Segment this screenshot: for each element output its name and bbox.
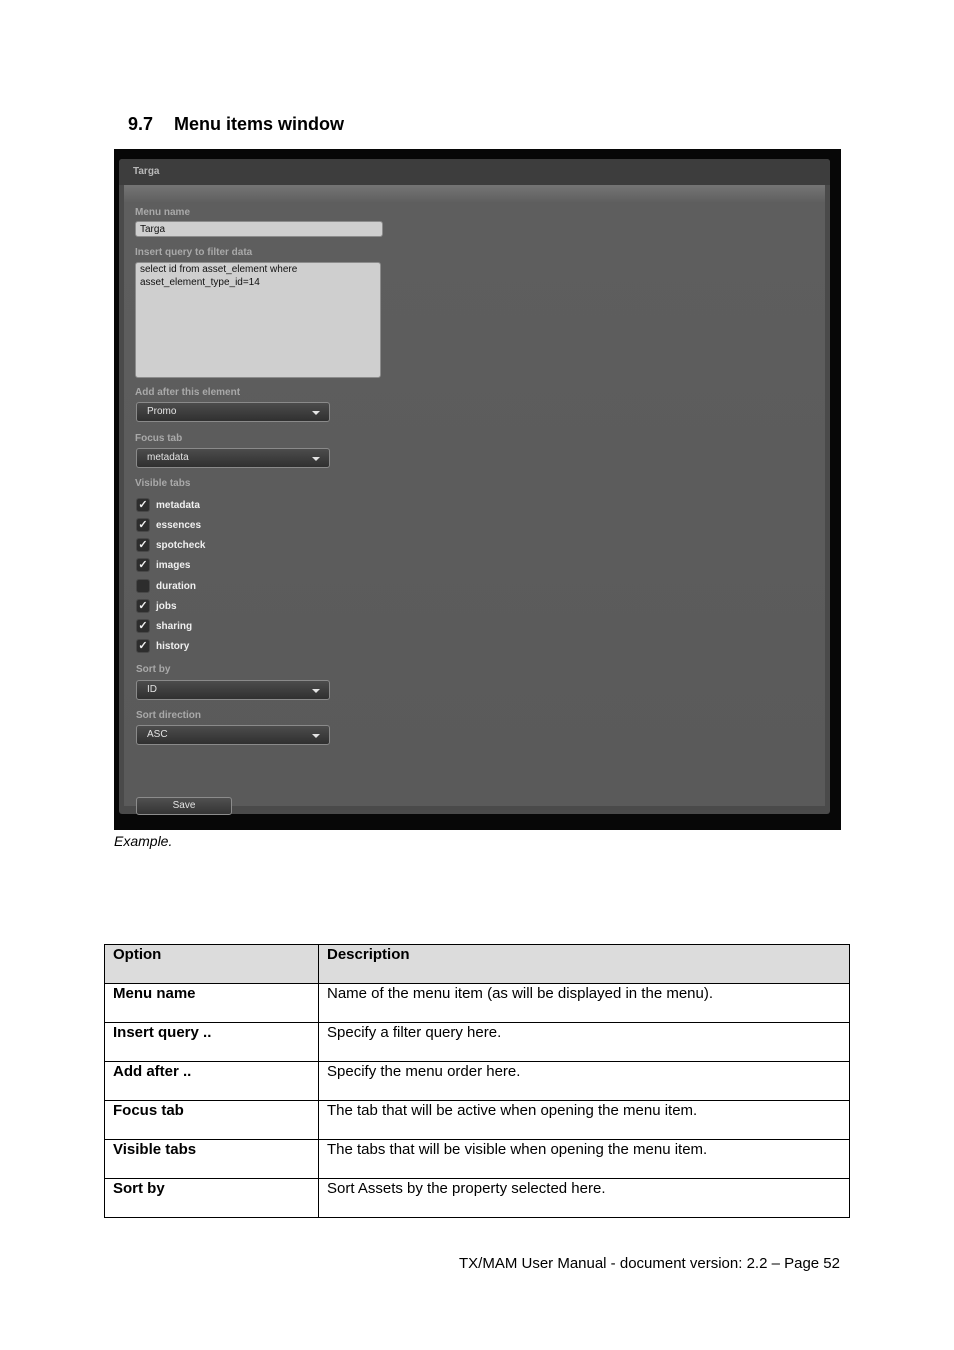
- table-row: [105, 1101, 850, 1140]
- table-row: [105, 1140, 850, 1179]
- checkbox-checked-icon[interactable]: ✓: [136, 619, 150, 633]
- menu-item-window: [119, 159, 830, 814]
- query-label: Insert query to filter data: [135, 247, 253, 258]
- description-cell: Sort Assets by the property selected here.: [319, 1179, 850, 1218]
- sort-direction-dropdown[interactable]: [136, 725, 330, 745]
- sort-direction-label: Sort direction: [136, 710, 202, 721]
- add-after-label: Add after this element: [135, 387, 241, 398]
- visible-tab-label: jobs: [156, 601, 177, 612]
- chevron-down-icon: [312, 457, 320, 461]
- window-titlebar: [119, 159, 830, 185]
- visible-tab-label: duration: [156, 581, 196, 592]
- focus-tab-label: Focus tab: [135, 433, 183, 444]
- options-table: [104, 944, 850, 1218]
- form-panel: [124, 185, 825, 811]
- save-button[interactable]: Save: [136, 797, 232, 815]
- query-textarea[interactable]: select id from asset_element where asset_element_type_id=14: [135, 262, 381, 378]
- focus-tab-dropdown[interactable]: [136, 448, 330, 468]
- option-cell: Focus tab: [105, 1101, 319, 1140]
- checkbox-checked-icon[interactable]: ✓: [136, 639, 150, 653]
- table-header-row: [105, 945, 850, 984]
- focus-tab-value: metadata: [147, 452, 189, 463]
- description-cell: Name of the menu item (as will be displayed in the menu).: [319, 984, 850, 1023]
- option-cell: Menu name: [105, 984, 319, 1023]
- description-cell: Specify the menu order here.: [319, 1062, 850, 1101]
- column-header-description: Description: [319, 945, 850, 984]
- sort-by-value: ID: [147, 684, 157, 695]
- description-cell: The tab that will be active when opening the menu item.: [319, 1101, 850, 1140]
- visible-tab-label: metadata: [156, 500, 200, 511]
- option-cell: Visible tabs: [105, 1140, 319, 1179]
- menu-name-label: Menu name: [135, 207, 191, 218]
- checkbox-checked-icon[interactable]: ✓: [136, 518, 150, 532]
- add-after-value: Promo: [147, 406, 177, 417]
- checkbox-checked-icon[interactable]: ✓: [136, 498, 150, 512]
- description-cell: Specify a filter query here.: [319, 1023, 850, 1062]
- visible-tab-label: history: [156, 641, 190, 652]
- chevron-down-icon: [312, 734, 320, 738]
- visible-tab-label: sharing: [156, 621, 193, 632]
- page-footer: TX/MAM User Manual - document version: 2.2 – Page 52: [458, 1255, 840, 1272]
- table-row: [105, 1062, 850, 1101]
- visible-tab-label: images: [156, 560, 191, 571]
- option-cell: Insert query ..: [105, 1023, 319, 1062]
- column-header-option: Option: [105, 945, 319, 984]
- checkbox-unchecked-icon[interactable]: [136, 579, 150, 593]
- section-heading: [128, 114, 344, 135]
- menu-name-input[interactable]: Targa: [135, 221, 383, 237]
- option-cell: Add after ..: [105, 1062, 319, 1101]
- checkbox-checked-icon[interactable]: ✓: [136, 538, 150, 552]
- section-title: Menu items window: [174, 114, 345, 134]
- table-row: [105, 1179, 850, 1218]
- visible-tab-label: spotcheck: [156, 540, 206, 551]
- figure-caption: Example.: [114, 833, 173, 849]
- chevron-down-icon: [312, 411, 320, 415]
- checkbox-checked-icon[interactable]: ✓: [136, 599, 150, 613]
- sort-by-dropdown[interactable]: [136, 680, 330, 700]
- visible-tabs-label: Visible tabs: [135, 478, 191, 489]
- sort-by-label: Sort by: [136, 664, 171, 675]
- window-title: Targa: [133, 166, 160, 177]
- screenshot: [114, 149, 841, 830]
- table-row: [105, 1023, 850, 1062]
- sort-direction-value: ASC: [147, 729, 168, 740]
- description-cell: The tabs that will be visible when opening the menu item.: [319, 1140, 850, 1179]
- table-row: [105, 984, 850, 1023]
- checkbox-checked-icon[interactable]: ✓: [136, 558, 150, 572]
- chevron-down-icon: [312, 689, 320, 693]
- option-cell: Sort by: [105, 1179, 319, 1218]
- section-number: 9.7: [128, 114, 154, 134]
- visible-tab-label: essences: [156, 520, 202, 531]
- add-after-dropdown[interactable]: [136, 402, 330, 422]
